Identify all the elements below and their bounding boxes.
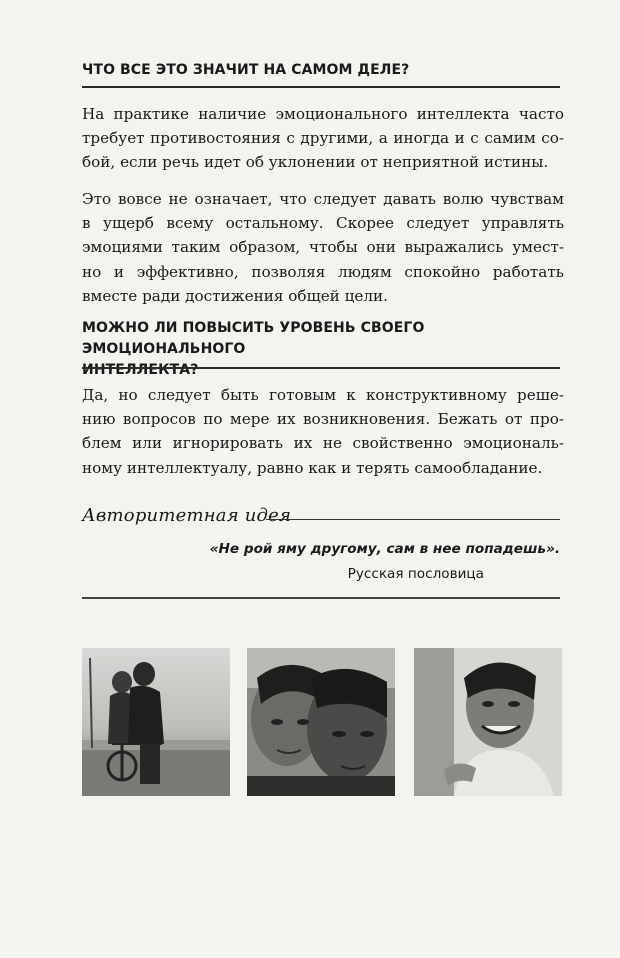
photo-smiling-man	[414, 648, 562, 796]
heading-rule-1	[82, 86, 560, 88]
text-line: но и эффективно, позволяя людям спокойно работать	[82, 262, 564, 281]
section-heading-1: ЧТО ВСЕ ЭТО ЗНАЧИТ НА САМОМ ДЕЛЕ?	[82, 62, 410, 78]
photo-couple-on-bicycle	[82, 648, 230, 796]
photo-two-faces-closeup	[247, 648, 395, 796]
text-line: ному интеллектуалу, равно как и терять самообладание.	[82, 458, 543, 477]
heading-rule-2	[82, 367, 560, 369]
text-line: блем или игнорировать их не свойственно эмоциональ-	[82, 434, 564, 453]
quote-text: «Не рой яму другому, сам в нее попадешь».	[209, 541, 560, 557]
paragraph-3	[82, 383, 564, 480]
text-line: нию вопросов по мере их возникновения. Бежать от про-	[82, 410, 564, 429]
text-line: вместе ради достижения общей цели.	[82, 286, 388, 305]
paragraph-2	[82, 187, 564, 308]
quote-box-bottom-rule	[82, 597, 560, 599]
text-line: Это вовсе не означает, что следует давать волю чувствам	[82, 190, 564, 208]
quote-label-rule	[266, 519, 560, 520]
text-line: Да, но следует быть готовым к конструктивному реше-	[82, 386, 564, 404]
section-heading-2	[82, 318, 562, 381]
heading-line: МОЖНО ЛИ ПОВЫСИТЬ УРОВЕНЬ СВОЕГО ЭМОЦИОНАЛЬНОГО	[82, 320, 425, 357]
text-line: требует противостояния с другими, а иногда и с самим со-	[82, 129, 564, 148]
quote-author: Русская пословица	[347, 566, 484, 582]
quote-box-label: Авторитетная идея	[82, 505, 292, 526]
text-line: бой, если речь идет об уклонении от неприятной истины.	[82, 153, 549, 172]
text-line: На практике наличие эмоционального интеллекта часто	[82, 105, 564, 123]
paragraph-1	[82, 102, 564, 175]
heading-line: ИНТЕЛЛЕКТА?	[82, 362, 199, 378]
text-line: эмоциями таким образом, чтобы они выражались умест-	[82, 238, 564, 257]
text-line: в ущерб всему остальному. Скорее следует управлять	[82, 214, 564, 233]
